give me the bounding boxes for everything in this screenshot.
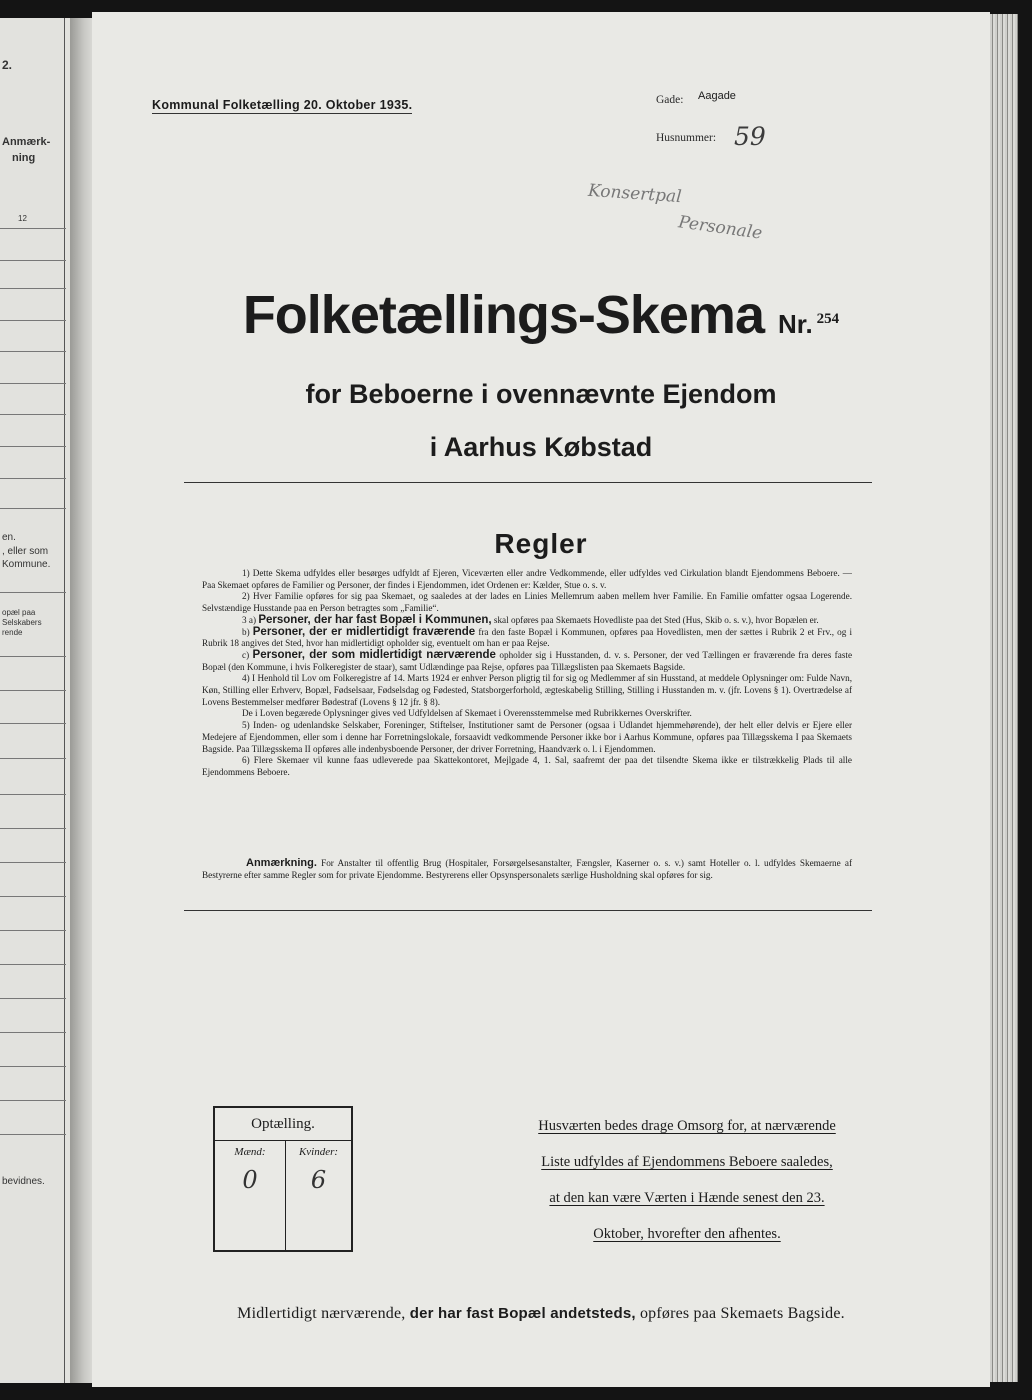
left-fragment: 12 xyxy=(18,214,27,223)
gade-value: Aagade xyxy=(698,90,736,102)
notice-line: at den kan være Værten i Hænde senest den 23. xyxy=(549,1190,825,1206)
husnummer-label: Husnummer: xyxy=(656,132,717,144)
count-box xyxy=(213,1106,353,1252)
page-border xyxy=(64,18,65,1383)
rule-5: 5) Inden- og udenlandske Selskaber, Foreninger, Stiftelser, Institutioner samt de Personer (ogsaa i Udlandet hjemmehørende), der helt eller delvis er Ejere eller Medejere af Ejendommen, eller som i denne har Forretningslokale, forsaavidt vedkommende Personer ikke bor i Aarhus Kommune, opføres paa Tillægsskema I paa Skemaets Bagside. Paa Tillægsskema II opføres alle indenbysboende Personer, der driver Forretning, Haandværk o. l. i Ejendommen. xyxy=(202,720,852,754)
women-label: Kvinder: xyxy=(298,1146,339,1158)
landlord-notice xyxy=(512,1108,862,1252)
divider xyxy=(184,910,872,911)
left-fragment: Anmærk- xyxy=(2,136,51,148)
form-subtitle-city: i Aarhus Købstad xyxy=(429,432,653,462)
form-title xyxy=(92,284,990,346)
gade-label: Gade: xyxy=(656,94,684,106)
census-heading: Kommunal Folketælling 20. Oktober 1935. xyxy=(152,98,413,112)
left-fragment: opæl paa xyxy=(2,608,36,617)
margin-note: Personale xyxy=(677,212,764,244)
remark xyxy=(202,858,852,881)
form-subtitle: for Beboerne i ovennævnte Ejendom xyxy=(305,379,777,409)
form-number-value: 254 xyxy=(816,311,840,327)
left-fragment: Kommune. xyxy=(2,559,51,570)
rule-3a: 3 a) Personer, der har fast Bopæl i Kommunen, skal opføres paa Skemaets Hovedliste paa det Sted (Hus, Skib o. s. v.), hvor Bopælen er. xyxy=(242,613,819,626)
left-fragment: ning xyxy=(12,152,36,164)
husnummer-value: 59 xyxy=(734,122,766,151)
left-fragment: rende xyxy=(2,628,23,637)
rule-1: 1) Dette Skema udfyldes eller besørges udfyldt af Ejeren, Viceværten eller andre Vedkommende, eller udfyldes ved Cirkulation blandt Ejendommens Beboere. — Paa Skemaet opføres de Familier og Personer, der findes i Ejendommen, idet Ordenen er: Kælder, Stue o. s. v. xyxy=(202,568,852,590)
left-fragment: bevidnes. xyxy=(2,1176,45,1187)
left-page-fragment xyxy=(0,18,70,1383)
page-edges xyxy=(990,14,1018,1382)
notice-line: Husværten bedes drage Omsorg for, at nærværende xyxy=(538,1118,836,1134)
rule-3c: c) Personer, der som midlertidigt nærværende opholder sig i Husstanden, d. v. s. Personer, der ved Tællingen er fraværende fra deres faste Bopæl (den Kommune, i hvis Folkeregister de staar), samt Udlændinge paa Rejse, opføres paa Tillægslisten paa Skemaets Bagside. xyxy=(202,648,853,672)
footer-note: Midlertidigt nærværende, der har fast Bopæl andetsteds, opføres paa Skemaets Bagside. xyxy=(237,1305,845,1322)
rule-2: 2) Hver Familie opføres for sig paa Skemaet, og saaledes at der lades en Linies Mellemrum aaben mellem hver Familie. En Familie omfatter ogsaa Logerende. Selvstændige Husstande paa en Person betragtes som „Familie“. xyxy=(202,591,852,614)
count-box-title: Optælling. xyxy=(215,1108,351,1141)
left-fragment: 2. xyxy=(2,58,13,72)
men-column xyxy=(215,1141,286,1250)
rule-4b: De i Loven begærede Oplysninger gives ved Udfyldelsen af Skemaet i Overensstemmelse med Rubrikkernes Overskrifter. xyxy=(242,708,692,719)
rule-4: 4) I Henhold til Lov om Folkeregistre af 14. Marts 1924 er enhver Person pligtig til for sig og Medlemmer af sin Husstand, at meddele Oplysninger om: Fulde Navn, Køn, Stilling eller Erhverv, Bopæl, Fødselsaar, Fødselsdag og Fødested, Statsborgerforhold, ægteskabelig Stilling, Stilling i Husstanden m. v. (jfr. Lovens § 1). Overtrædelse af Lovens Bestemmelser medfører Bødestraf (Lovens § 12 jfr. § 8). xyxy=(202,673,852,707)
left-fragment: en. xyxy=(2,532,16,543)
margin-note: Konsertpal xyxy=(587,180,683,208)
rule-6: 6) Flere Skemaer vil kunne faas udleverede paa Skattekontoret, Mejlgade 4, 1. Sal, saafremt der paa det tilsendte Skema ikke er tilstrækkelig Plads til alle Ejendommens Beboere. xyxy=(202,755,852,777)
book-gutter xyxy=(70,18,94,1383)
left-fragment: , eller som xyxy=(2,546,49,557)
form-title-main: Folketællings-Skema xyxy=(242,285,764,345)
left-fragment: Selskabers xyxy=(2,618,42,627)
men-count: 0 xyxy=(242,1166,258,1194)
women-column xyxy=(286,1141,351,1250)
divider xyxy=(184,482,872,483)
women-count: 6 xyxy=(310,1166,327,1194)
remark-text: For Anstalter til offentlig Brug (Hospitaler, Forsørgelsesanstalter, Fængsler, Kaserner o. s. v.) samt Hoteller o. l. udfyldes Skemaerne af Bestyrerne efter samme Regler som for private Ejendomme. Bestyrerens eller Opsynspersonalets særlige Husholdning skal opføres for sig. xyxy=(202,858,853,880)
rules-text xyxy=(202,568,852,779)
rule-3b: b) Personer, der er midlertidigt fraværende fra den faste Bopæl i Kommunen, opføres paa Hovedlisten, men der sættes i Rubrik 2 et Frv., og i Rubrik 18 angives det Sted, hvor han midlertidigt opholder sig, eventuelt om han er paa Rejse. xyxy=(202,625,853,649)
men-label: Mænd: xyxy=(234,1146,266,1158)
census-form-page xyxy=(92,12,990,1387)
rules-heading: Regler xyxy=(494,528,588,559)
form-number-label: Nr. xyxy=(777,309,813,339)
notice-line: Oktober, hvorefter den afhentes. xyxy=(593,1226,781,1242)
notice-line: Liste udfyldes af Ejendommens Beboere saaledes, xyxy=(541,1154,833,1170)
remark-label: Anmærkning. xyxy=(246,857,317,869)
